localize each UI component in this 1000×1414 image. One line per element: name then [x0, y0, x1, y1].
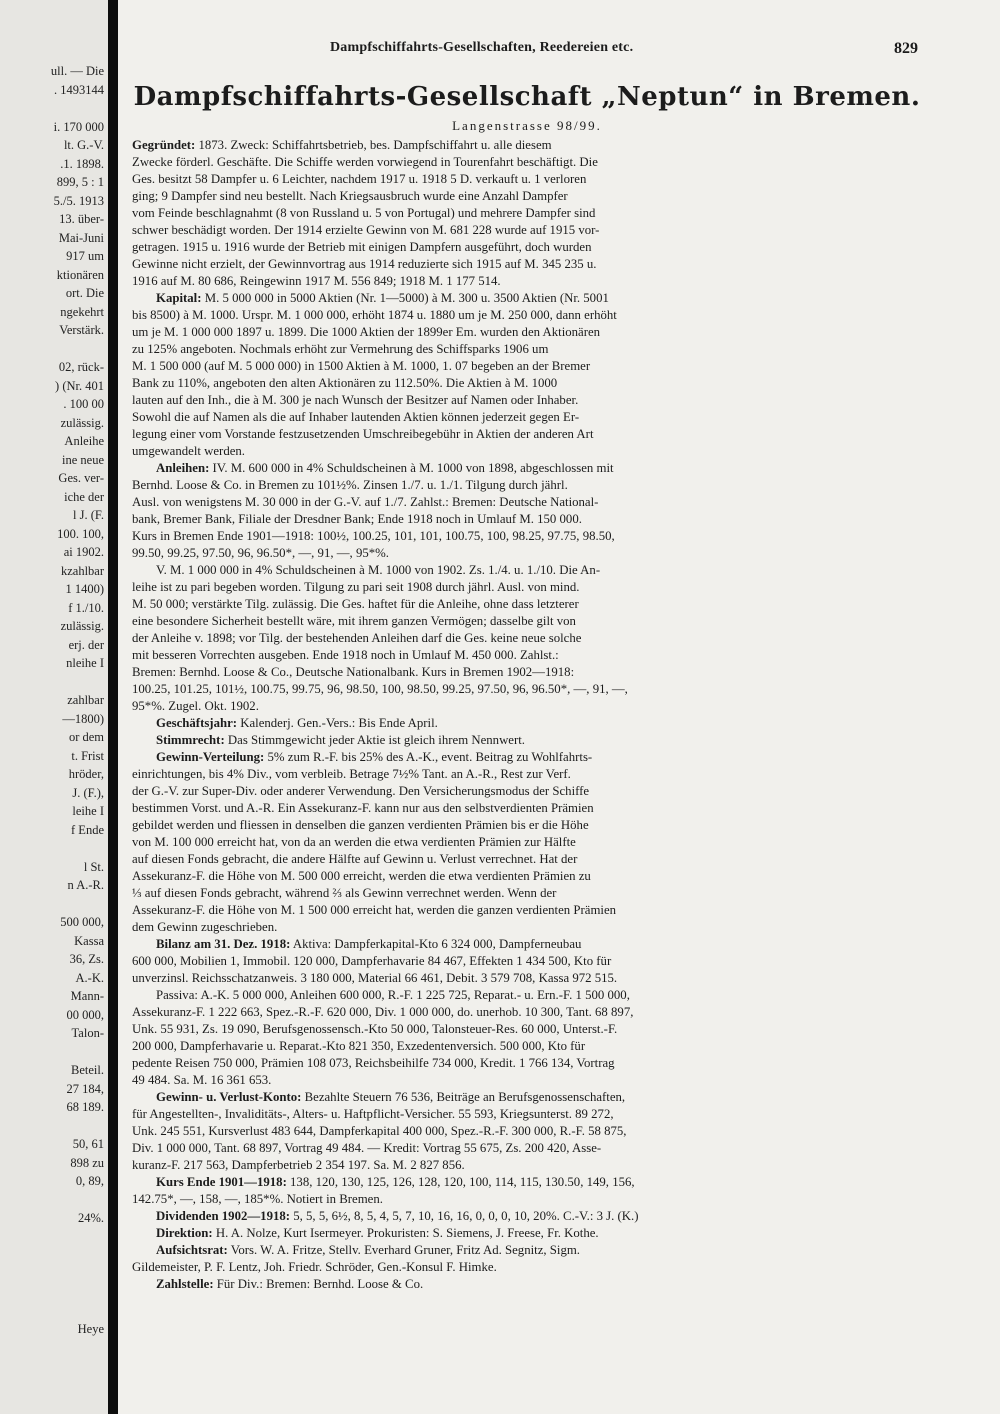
- article-line: [132, 970, 922, 987]
- left-fragment-line: Heye: [77, 1322, 104, 1336]
- running-head: [132, 40, 922, 68]
- article-line: [132, 392, 922, 409]
- line-text: Div. 1 000 000, Tant. 68 897, Vortrag 49 484. — Kredit: Vortrag 55 675, Zs. 200 420, Asse-: [132, 1141, 602, 1155]
- line-text: der Anleihe v. 1898; vor Tilg. der bestehenden Anleihen darf die Ges. keine neue solche: [132, 631, 582, 645]
- article-line: [132, 664, 922, 681]
- article-line: [132, 953, 922, 970]
- left-fragment-line: [0, 839, 104, 858]
- left-fragment-line: Ges. ver-: [58, 471, 104, 485]
- line-text: 100.25, 101.25, 101½, 100.75, 99.75, 96, 98.50, 100, 98.50, 99.25, 97.50, 96, 96.50*, —, 91, —,: [132, 682, 628, 696]
- left-fragment-line: f Ende: [71, 822, 104, 837]
- line-text: IV. M. 600 000 in 4% Schuldscheinen à M. 1000 von 1898, abgeschlossen mit: [209, 461, 614, 475]
- article-line: [132, 630, 922, 647]
- left-fragment-line: 1 1400): [65, 582, 104, 596]
- line-text: zu 125% angeboten. Nochmals erhöht zur Vermehrung des Schiffsparks 1906 um: [132, 342, 549, 356]
- article-line: [132, 1038, 922, 1055]
- article-line: [132, 1055, 922, 1072]
- article-line: [132, 817, 922, 834]
- article-line: [132, 919, 922, 936]
- left-fragment-line: t. Frist: [71, 748, 104, 763]
- left-fragment-line: [0, 1246, 104, 1265]
- article-line: [132, 426, 922, 443]
- line-text: dem Gewinn zugeschrieben.: [132, 920, 278, 934]
- left-fragment-line: Anleihe: [64, 434, 104, 448]
- section-label: Geschäftsjahr:: [156, 716, 238, 730]
- article-line: [132, 647, 922, 664]
- article-body: [132, 137, 922, 1293]
- left-fragment-line: . 100 00: [63, 397, 104, 411]
- section-label: Gewinn-Verteilung:: [156, 750, 265, 764]
- left-fragment-line: [0, 1283, 104, 1302]
- line-text: um je M. 1 000 000 1897 u. 1899. Die 1000 Aktien der 1899er Em. wurden den Aktionären: [132, 325, 601, 339]
- line-text: von M. 100 000 erreicht hat, von da an werden die etwa verdienten Prämien zur Hälfte: [132, 835, 576, 849]
- article-line: [132, 137, 922, 154]
- line-text: H. A. Nolze, Kurt Isermeyer. Prokuristen: S. Siemens, J. Freese, Fr. Kothe.: [212, 1226, 599, 1240]
- left-fragment-line: [0, 1043, 104, 1062]
- line-text: V. M. 1 000 000 in 4% Schuldscheinen à M. 1000 von 1902. Zs. 1./4. u. 1./10. Die An-: [156, 563, 601, 577]
- left-fragment-line: ull. — Die: [50, 64, 104, 78]
- line-text: Vors. W. A. Fritze, Stellv. Everhard Gruner, Fritz Ad. Segnitz, Sigm.: [227, 1243, 581, 1257]
- left-fragment-line: [0, 99, 104, 118]
- article-line: [132, 443, 922, 460]
- line-text: Sowohl die auf Namen als die auf Inhaber lautenden Aktien können jederzeit gegen Er-: [132, 410, 580, 424]
- left-fragment-line: iche der: [64, 489, 104, 504]
- left-fragment-line: Mai-Juni: [58, 230, 104, 245]
- article-line: [132, 324, 922, 341]
- article-line: [132, 511, 922, 528]
- section-label: Gewinn- u. Verlust-Konto:: [156, 1090, 302, 1104]
- line-text: M. 5 000 000 in 5000 Aktien (Nr. 1—5000) à M. 300 u. 3500 Aktien (Nr. 5001: [201, 291, 609, 305]
- article-line: [132, 239, 922, 256]
- left-fragment-line: nleihe I: [66, 656, 104, 670]
- article-line: [132, 460, 922, 477]
- left-fragment-line: 27 184,: [66, 1081, 104, 1096]
- left-fragment-line: n A.-R.: [67, 878, 104, 892]
- article-line: [132, 375, 922, 392]
- article-line: [132, 868, 922, 885]
- line-text: ging; 9 Dampfer sind neu bestellt. Nach Kriegsausbruch wurde eine Anzahl Dampfer: [132, 189, 568, 203]
- line-text: 5% zum R.-F. bis 25% des A.-K., event. Beitrag zu Wohlfahrts-: [264, 750, 593, 764]
- article-line: [132, 1072, 922, 1089]
- line-text: eine besondere Sicherheit bestellt wäre, mit ihrem ganzen Vermögen; dasselbe gilt von: [132, 614, 576, 628]
- article-line: [132, 545, 922, 562]
- left-fragment-line: [0, 1228, 104, 1247]
- article-line: [132, 902, 922, 919]
- article-line: [132, 307, 922, 324]
- left-fragment-line: [0, 1191, 104, 1210]
- line-text: 1873. Zweck: Schiffahrtsbetrieb, bes. Dampfschiffahrt u. alle diesem: [195, 138, 552, 152]
- section-label: Gegründet:: [132, 138, 196, 152]
- line-text: Bernhd. Loose & Co. in Bremen zu 101½%. Zinsen 1./7. u. 1./1. Tilgung durch jährl.: [132, 478, 568, 492]
- left-fragment-line: 500 000,: [60, 915, 104, 929]
- article-line: [132, 749, 922, 766]
- article-line: [132, 1140, 922, 1157]
- line-text: mit besseren Vorrechten ausgeben. Ende 1918 noch in Umlauf M. 450 000. Zahlst.:: [132, 648, 559, 662]
- line-text: Passiva: A.-K. 5 000 000, Anleihen 600 000, R.-F. 1 225 725, Reparat.- u. Ern.-F. 1 500 000,: [156, 988, 630, 1002]
- article-line: [132, 494, 922, 511]
- line-text: Gildemeister, P. F. Lentz, Joh. Friedr. Schröder, Gen.-Konsul F. Himke.: [132, 1260, 497, 1274]
- line-text: 600 000, Mobilien 1, Immobil. 120 000, Dampferhavarie 84 467, Effekten 1 434 500, Kto für: [132, 954, 612, 968]
- line-text: getragen. 1915 u. 1916 wurde der Betrieb mit einigen Dampfern ausgeführt, doch wurden: [132, 240, 592, 254]
- line-text: Kalenderj. Gen.-Vers.: Bis Ende April.: [237, 716, 438, 730]
- line-text: pedente Reisen 750 000, Prämien 108 073, Reichsbeihilfe 734 000, Kredit. 1 766 134, Vortrag: [132, 1056, 615, 1070]
- section-label: Aufsichtsrat:: [156, 1243, 228, 1257]
- left-fragment-line: 24%.: [77, 1211, 104, 1225]
- left-fragment-line: ine neue: [62, 452, 104, 467]
- left-fragment-line: 917 um: [66, 249, 104, 263]
- left-fragment-line: lt. G.-V.: [63, 138, 104, 152]
- article-line: [132, 409, 922, 426]
- left-fragment-line: kzahlbar: [60, 563, 104, 578]
- section-label: Zahlstelle:: [156, 1277, 214, 1291]
- line-text: 142.75*, —, 158, —, 185*%. Notiert in Bremen.: [132, 1192, 383, 1206]
- book-gutter: [108, 0, 118, 1414]
- left-fragment-line: 899, 5 : 1: [56, 175, 104, 189]
- line-text: 95*%. Zugel. Okt. 1902.: [132, 699, 259, 713]
- left-fragment-line: J. (F.),: [72, 785, 104, 800]
- line-text: Unk. 245 551, Kursverlust 483 644, Dampferkapital 400 000, Spez.-R.-F. 300 000, R.-F. 58 875,: [132, 1124, 627, 1138]
- left-fragment-line: 36, Zs.: [69, 952, 104, 966]
- running-head-title: Dampfschiffahrts-Gesellschaften, Reedereien etc.: [330, 40, 634, 55]
- left-fragment-line: zulässig.: [60, 619, 104, 633]
- line-text: bank, Bremer Bank, Filiale der Dresdner Bank; Ende 1918 noch in Umlauf M. 150 000.: [132, 512, 582, 526]
- article-line: [132, 290, 922, 307]
- line-text: leihe ist zu pari begeben worden. Tilgung zu pari seit 1908 durch jährl. Ausl. von mind.: [132, 580, 580, 594]
- line-text: Für Div.: Bremen: Bernhd. Loose & Co.: [213, 1277, 424, 1291]
- line-text: der G.-V. zur Super-Div. oder anderer Verwendung. Den Versicherungsmodus der Schiffe: [132, 784, 590, 798]
- left-fragment-line: .1. 1898.: [60, 156, 104, 171]
- article-line: [132, 1123, 922, 1140]
- left-fragment-line: [0, 895, 104, 914]
- left-fragment-line: [0, 673, 104, 692]
- line-text: Bezahlte Steuern 76 536, Beiträge an Berufsgenossenschaften,: [301, 1090, 626, 1104]
- left-fragment-line: A.-K.: [75, 970, 104, 985]
- article-line: [132, 766, 922, 783]
- line-text: schwer beschädigt worden. Der 1914 erzielte Gewinn von M. 681 228 wurde auf 1915 vor-: [132, 223, 600, 237]
- line-text: 5, 5, 5, 6½, 8, 5, 4, 5, 7, 10, 16, 16, 0, 0, 0, 10, 20%. C.-V.: 3 J. (K.): [290, 1209, 639, 1223]
- left-fragment-line: zahlbar: [67, 693, 104, 707]
- line-text: Gewinne nicht erzielt, der Gewinnvortrag aus 1914 reduzierte sich 1915 auf M. 345 235 u.: [132, 257, 597, 271]
- line-text: lauten auf den Inh., die à M. 300 je nach Wunsch der Besitzer auf Namen oder Inhaber.: [132, 393, 579, 407]
- section-label: Dividenden 1902—1918:: [156, 1209, 291, 1223]
- left-fragment-line: 68 189.: [66, 1100, 104, 1114]
- line-text: Unk. 55 931, Zs. 19 090, Berufsgenossensch.-Kto 50 000, Talonsteuer-Res. 60 000, Unterst.-F.: [132, 1022, 618, 1036]
- line-text: Assekuranz-F. die Höhe von M. 1 500 000 erreicht hat, werden die ganzen verdienten Prämien: [132, 903, 617, 917]
- line-text: bestimmen Vorst. und A.-R. Ein Assekuranz-F. kann nur aus den selbstverdienten Prämien: [132, 801, 594, 815]
- line-text: 99.50, 99.25, 97.50, 96, 96.50*, —, 91, —, 95*%.: [132, 546, 389, 560]
- left-fragment-line: ktionären: [56, 267, 104, 282]
- article-line: [132, 1106, 922, 1123]
- left-fragment-line: [0, 1265, 104, 1284]
- left-fragment-line: erj. der: [68, 637, 104, 652]
- article-line: [132, 936, 922, 953]
- left-fragment-line: [0, 340, 104, 359]
- left-fragment-line: 0, 89,: [75, 1174, 104, 1188]
- article-line: [132, 834, 922, 851]
- article-line: [132, 1208, 922, 1225]
- left-fragment-line: —1800): [62, 711, 104, 726]
- line-text: Bank zu 110%, angeboten den alten Aktionären zu 112.50%. Die Aktien à M. 1000: [132, 376, 558, 390]
- left-fragment-line: . 1493144: [54, 82, 104, 97]
- article-line: [132, 885, 922, 902]
- left-fragment-line: f 1./10.: [68, 600, 104, 615]
- line-text: Aktiva: Dampferkapital-Kto 6 324 000, Dampferneubau: [290, 937, 582, 951]
- page-number: 829: [894, 40, 918, 57]
- line-text: umgewandelt werden.: [132, 444, 245, 458]
- article-line: [132, 1089, 922, 1106]
- left-fragment-line: l St.: [83, 859, 104, 874]
- line-text: Assekuranz-F. die Höhe von M. 500 000 erreicht, werden die etwa verdienten Prämien zu: [132, 869, 591, 883]
- article-line: [132, 579, 922, 596]
- left-fragment-line: 100. 100,: [57, 526, 104, 541]
- article-line: [132, 256, 922, 273]
- article-line: [132, 1021, 922, 1038]
- left-fragment-line: 02, rück-: [58, 360, 104, 374]
- article-address: Langenstrasse 98/99.: [452, 118, 602, 133]
- section-label: Kapital:: [156, 291, 202, 305]
- left-fragment-line: Verstärk.: [59, 323, 104, 337]
- line-text: 200 000, Dampferhavarie u. Reparat.-Kto 821 350, Exzedentenversich. 500 000, Kto für: [132, 1039, 586, 1053]
- left-fragment-line: Kassa: [74, 933, 104, 948]
- line-text: auf diesen Fonds gebracht, die andere Hälfte auf Gewinn u. Verlust verrechnet. Hat der: [132, 852, 578, 866]
- article-line: [132, 528, 922, 545]
- article-line: [132, 613, 922, 630]
- left-fragment-line: Beteil.: [71, 1063, 104, 1077]
- line-text: einrichtungen, bis 4% Div., vom verbleib. Betrage 7½% Tant. an A.-R., Rest zur Verf.: [132, 767, 571, 781]
- left-fragment-line: or dem: [68, 730, 104, 744]
- line-text: Ges. besitzt 58 Dampfer u. 6 Leichter, nachdem 1917 u. 1918 5 D. verkauft u. 1 verloren: [132, 172, 587, 186]
- article-line: [132, 1004, 922, 1021]
- article-line: [132, 562, 922, 579]
- left-fragment-line: [0, 1302, 104, 1321]
- line-text: Kurs in Bremen Ende 1901—1918: 100½, 100.25, 101, 101, 100.75, 100, 98.25, 97.75, 98.50,: [132, 529, 615, 543]
- line-text: M. 50 000; verstärkte Tilg. zulässig. Die Ges. haftet für die Anleihe, ohne dass letzterer: [132, 597, 579, 611]
- article-line: [132, 154, 922, 171]
- article-line: [132, 273, 922, 290]
- left-fragment-line: 5./5. 1913: [53, 193, 104, 208]
- line-text: Das Stimmgewicht jeder Aktie ist gleich ihrem Nennwert.: [224, 733, 526, 747]
- left-fragment-line: l J. (F.: [73, 508, 104, 522]
- article-line: [132, 698, 922, 715]
- left-page-fragments: [0, 62, 104, 1339]
- main-column: [132, 40, 922, 1293]
- article-line: [132, 1242, 922, 1259]
- left-fragment-line: ngekehrt: [60, 304, 104, 319]
- line-text: ⅓ auf diesen Fonds gebracht, während ⅔ als Gewinn verrechnet werden. Wenn der: [132, 886, 557, 900]
- article-line: [132, 1225, 922, 1242]
- left-fragment-line: Talon-: [71, 1026, 104, 1040]
- article-line: [132, 358, 922, 375]
- article-line: [132, 1157, 922, 1174]
- left-fragment-line: ai 1902.: [63, 545, 104, 559]
- line-text: für Angestellten-, Invaliditäts-, Alters- u. Haftpflicht-Versicher. 55 593, Kriegsunterst. 89 272,: [132, 1107, 614, 1121]
- line-text: M. 1 500 000 (auf M. 5 000 000) in 1500 Aktien à M. 1000, 1. 07 begeben an der Bremer: [132, 359, 591, 373]
- section-label: Direktion:: [156, 1226, 213, 1240]
- section-label: Anleihen:: [156, 461, 210, 475]
- left-fragment-line: hröder,: [68, 767, 104, 781]
- line-text: bis 8500) à M. 1000. Urspr. M. 1 000 000, erhöht 1874 u. 1880 um je M. 250 000, dann erhöht: [132, 308, 617, 322]
- section-label: Stimmrecht:: [156, 733, 225, 747]
- article-line: [132, 987, 922, 1004]
- section-label: Kurs Ende 1901—1918:: [156, 1175, 287, 1189]
- line-text: Ausl. von wenigstens M. 30 000 in der G.-V. auf 1./7. Zahlst.: Bremen: Deutsche National-: [132, 495, 599, 509]
- line-text: Zwecke förderl. Geschäfte. Die Schiffe werden vorwiegend in Tourenfahrt beschäftigt. Die: [132, 155, 598, 169]
- line-text: kuranz-F. 217 563, Dampferbetrieb 2 354 197. Sa. M. 2 827 856.: [132, 1158, 465, 1172]
- article-line: [132, 800, 922, 817]
- left-fragment-line: zulässig.: [60, 415, 104, 430]
- article-line: [132, 851, 922, 868]
- article-line: [132, 1174, 922, 1191]
- article-line: [132, 188, 922, 205]
- article-line: [132, 205, 922, 222]
- line-text: gebildet werden und fliessen in denselben die ganzen verdienten Prämien bis er die Höhe: [132, 818, 589, 832]
- line-text: 49 484. Sa. M. 16 361 653.: [132, 1073, 272, 1087]
- line-text: Bremen: Bernhd. Loose & Co., Deutsche Nationalbank. Kurs in Bremen 1902—1918:: [132, 665, 575, 679]
- article-line: [132, 681, 922, 698]
- article-line: [132, 1259, 922, 1276]
- article-title: Dampfschiffahrts-Gesellschaft „Neptun“ in Bremen.: [133, 82, 921, 112]
- article-line: [132, 1276, 922, 1293]
- article-line: [132, 171, 922, 188]
- line-text: vom Feinde beschlagnahmt (8 von Russland u. 5 von Portugal) und mehrere Dampfer sind: [132, 206, 596, 220]
- section-label: Bilanz am 31. Dez. 1918:: [156, 937, 291, 951]
- article-line: [132, 1191, 922, 1208]
- article-line: [132, 477, 922, 494]
- article-line: [132, 732, 922, 749]
- line-text: 1916 auf M. 80 686, Reingewinn 1917 M. 556 849; 1918 M. 1 177 514.: [132, 274, 501, 288]
- left-fragment-line: 898 zu: [70, 1155, 104, 1170]
- left-fragment-line: ) (Nr. 401: [55, 378, 104, 393]
- left-page-margin: [0, 0, 108, 1414]
- article-line: [132, 783, 922, 800]
- left-fragment-line: 50, 61: [72, 1137, 104, 1151]
- left-fragment-line: leihe I: [72, 804, 104, 818]
- left-fragment-line: 13. über-: [59, 212, 104, 226]
- left-fragment-line: ort. Die: [65, 286, 104, 300]
- left-fragment-line: Mann-: [70, 989, 104, 1003]
- article-line: [132, 341, 922, 358]
- left-fragment-line: 00 000,: [66, 1007, 104, 1022]
- line-text: unverzinsl. Reichsschatzanweis. 3 180 000, Material 66 461, Debit. 3 579 708, Kassa 972 515.: [132, 971, 618, 985]
- line-text: Assekuranz-F. 1 222 663, Spez.-R.-F. 620 000, Div. 1 000 000, do. unerhob. 10 300, Tant. 68 897,: [132, 1005, 634, 1019]
- left-fragment-line: [0, 1117, 104, 1136]
- article-line: [132, 715, 922, 732]
- left-fragment-line: i. 170 000: [53, 119, 104, 134]
- line-text: 138, 120, 130, 125, 126, 128, 120, 100, 114, 115, 130.50, 149, 156,: [286, 1175, 635, 1189]
- article-line: [132, 222, 922, 239]
- article-line: [132, 596, 922, 613]
- line-text: legung einer vom Vorstande festzusetzenden Umschreibegebühr in Aktien der anderen Art: [132, 427, 594, 441]
